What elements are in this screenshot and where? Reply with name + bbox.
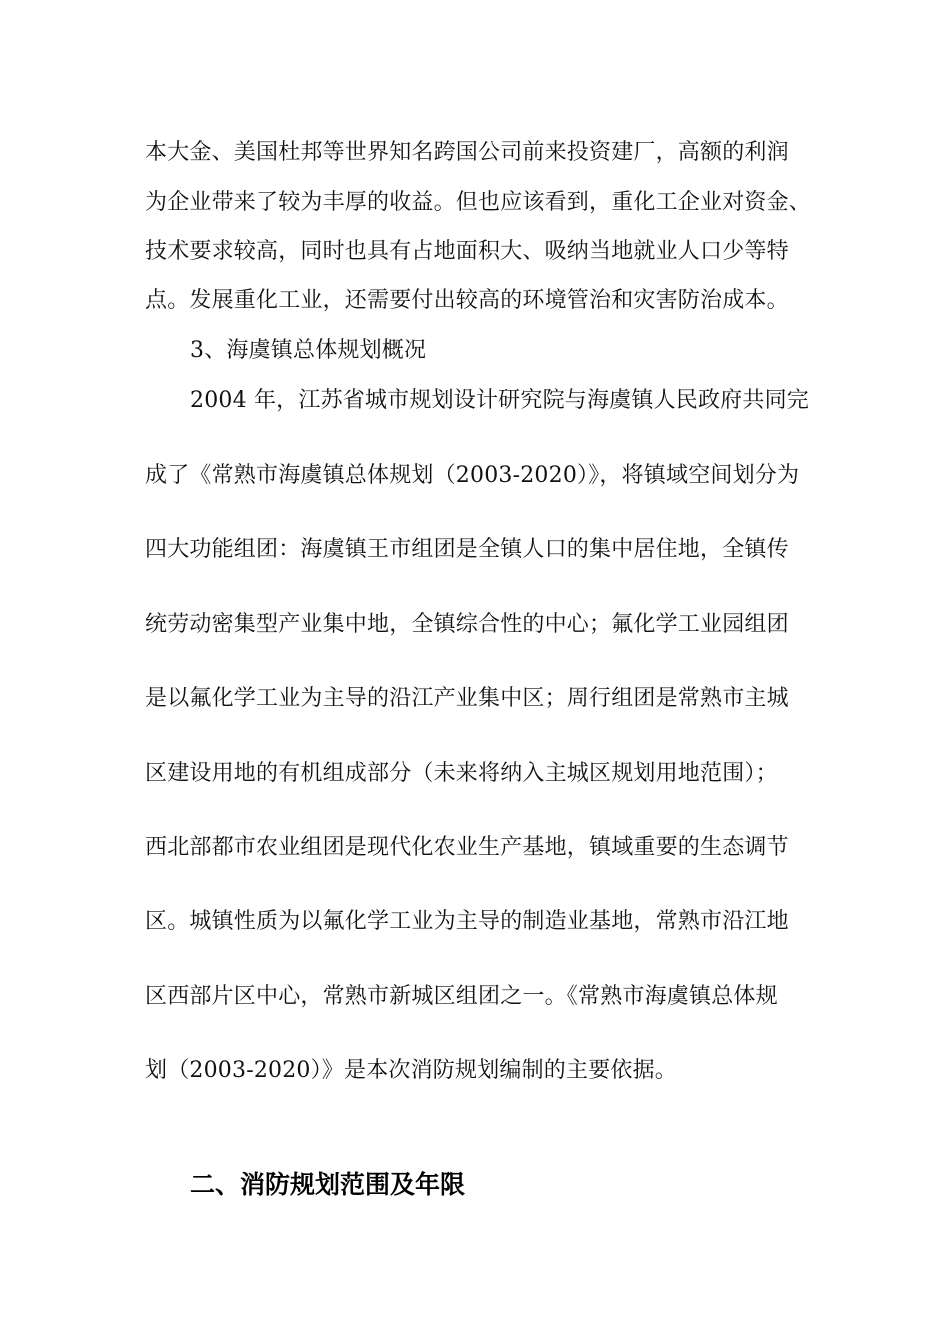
paragraph-2-line-2: 成了《常熟市海虞镇总体规划（2003-2020）》，将镇域空间划分为: [145, 463, 800, 488]
paragraph-2-line-5: 是以氟化学工业为主导的沿江产业集中区；周行组团是常熟市主城: [145, 686, 789, 711]
paragraph-1-line-2: 为企业带来了较为丰厚的收益。但也应该看到，重化工企业对资金、: [145, 190, 812, 215]
paragraph-1-line-3: 技术要求较高，同时也具有占地面积大、吸纳当地就业人口少等特: [145, 239, 789, 264]
paragraph-2-line-1: 2004 年，江苏省城市规划设计研究院与海虞镇人民政府共同完: [190, 388, 809, 413]
paragraph-2-line-7: 西北部都市农业组团是现代化农业生产基地，镇域重要的生态调节: [145, 835, 789, 860]
paragraph-2-line-3: 四大功能组团：海虞镇王市组团是全镇人口的集中居住地，全镇传: [145, 537, 789, 562]
paragraph-2-line-6: 区建设用地的有机组成部分（未来将纳入主城区规划用地范围）；: [145, 761, 778, 786]
paragraph-2-line-4: 统劳动密集型产业集中地，全镇综合性的中心；氟化学工业园组团: [145, 612, 789, 637]
paragraph-1-line-1: 本大金、美国杜邦等世界知名跨国公司前来投资建厂，高额的利润: [145, 140, 789, 165]
section-heading: 二、消防规划范围及年限: [190, 1170, 466, 1199]
paragraph-1-line-4: 点。发展重化工业，还需要付出较高的环境管治和灾害防治成本。: [145, 288, 789, 313]
paragraph-2-line-8: 区。城镇性质为以氟化学工业为主导的制造业基地，常熟市沿江地: [145, 909, 789, 934]
subsection-title: 3、海虞镇总体规划概况: [190, 338, 427, 363]
paragraph-2-line-9: 区西部片区中心，常熟市新城区组团之一。《常熟市海虞镇总体规: [145, 984, 778, 1009]
paragraph-2-line-10: 划（2003-2020）》是本次消防规划编制的主要依据。: [145, 1058, 678, 1083]
